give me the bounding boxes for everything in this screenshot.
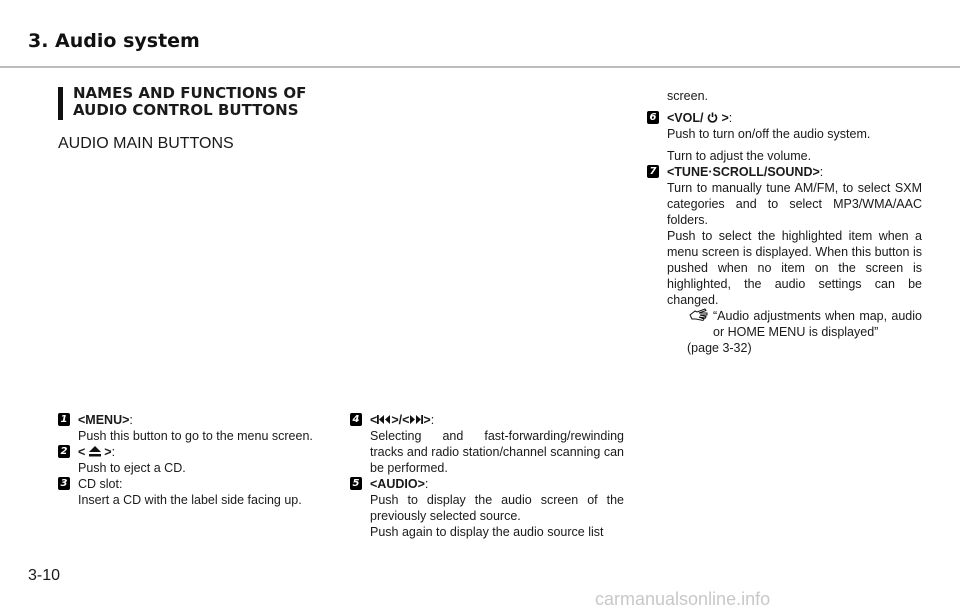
item-6-label-open: <VOL/ xyxy=(667,111,704,125)
item-5-description-2: Push again to display the audio source list xyxy=(370,525,604,539)
item-3-heading: 3 CD slot: xyxy=(58,476,328,492)
item-6-description-2: Turn to adjust the volume. xyxy=(667,149,812,163)
item-5-label: <AUDIO> xyxy=(370,477,425,491)
section-title-line1: NAMES AND FUNCTIONS OF xyxy=(73,84,307,102)
cross-reference xyxy=(647,308,922,340)
item-7-number-badge: 7 xyxy=(647,165,659,178)
column-left xyxy=(58,412,328,508)
item-2-description: Push to eject a CD. xyxy=(78,461,186,475)
section-marker-bar xyxy=(58,87,63,120)
item-7-heading: 7 <TUNE·SCROLL/SOUND>: xyxy=(647,164,922,180)
subsection-title: AUDIO MAIN BUTTONS xyxy=(58,135,234,152)
chapter-title: 3. Audio system xyxy=(28,30,200,52)
item-5-heading: 5 <AUDIO>: xyxy=(350,476,624,492)
item-5-description-2-cont: screen. xyxy=(667,89,708,103)
item-2-number-badge: 2 xyxy=(58,445,70,458)
item-6-label-close: > xyxy=(721,111,729,125)
item-1-heading: 1 <MENU>: xyxy=(58,412,328,428)
item-7-description-2: Push to select the highlighted item when a menu screen is displayed. When this button is pushed when no item on the screen is highlighted, the audio settings can be changed. xyxy=(667,229,922,307)
item-4-description: Selecting and fast-forwarding/rewinding tracks and radio station/channel scanning can be performed. xyxy=(370,429,624,475)
item-7-label: <TUNE·SCROLL/SOUND> xyxy=(667,165,820,179)
section-title-line2: AUDIO CONTROL BUTTONS xyxy=(73,101,299,119)
item-4-label: < >/< > xyxy=(370,413,431,427)
item-4-heading: 4 < >/< >: xyxy=(350,412,624,428)
skip-back-icon xyxy=(377,413,391,427)
skip-forward-icon xyxy=(409,413,423,427)
footer-watermark: carmanualsonline.info xyxy=(595,589,771,609)
cross-reference-text: “Audio adjustments when map, audio or HOME MENU is displayed” xyxy=(713,309,922,339)
item-6-description-1: Push to turn on/off the audio system. xyxy=(667,127,871,141)
item-5-description-1: Push to display the audio screen of the previously selected source. xyxy=(370,493,624,523)
page-number: 3-10 xyxy=(28,567,61,584)
item-2-label-close: > xyxy=(104,445,112,459)
item-1-label: <MENU> xyxy=(78,413,130,427)
item-2-label-open: < xyxy=(78,445,86,459)
item-3-description: Insert a CD with the label side facing up. xyxy=(78,493,302,507)
item-3-number-badge: 3 xyxy=(58,477,70,490)
item-4-number-badge: 4 xyxy=(350,413,362,426)
item-6-heading: 6 <VOL/ >: xyxy=(647,110,922,126)
item-7-description-1: Turn to manually tune AM/FM, to select SXM categories and to select MP3/WMA/AAC folders. xyxy=(667,181,922,227)
column-middle xyxy=(350,412,624,540)
item-1-description: Push this button to go to the menu screen. xyxy=(78,429,313,443)
item-6-number-badge: 6 xyxy=(647,111,659,124)
header-rule xyxy=(0,66,960,68)
item-1-number-badge: 1 xyxy=(58,413,70,426)
power-icon xyxy=(707,111,718,125)
column-right xyxy=(647,88,922,356)
reference-hand-icon xyxy=(689,308,709,326)
eject-icon xyxy=(89,445,101,459)
item-5-number-badge: 5 xyxy=(350,477,362,490)
item-2-heading: 2 < >: xyxy=(58,444,328,460)
item-3-label: CD slot xyxy=(78,477,119,491)
section-title xyxy=(73,85,393,119)
cross-reference-page: (page 3-32) xyxy=(687,341,752,355)
